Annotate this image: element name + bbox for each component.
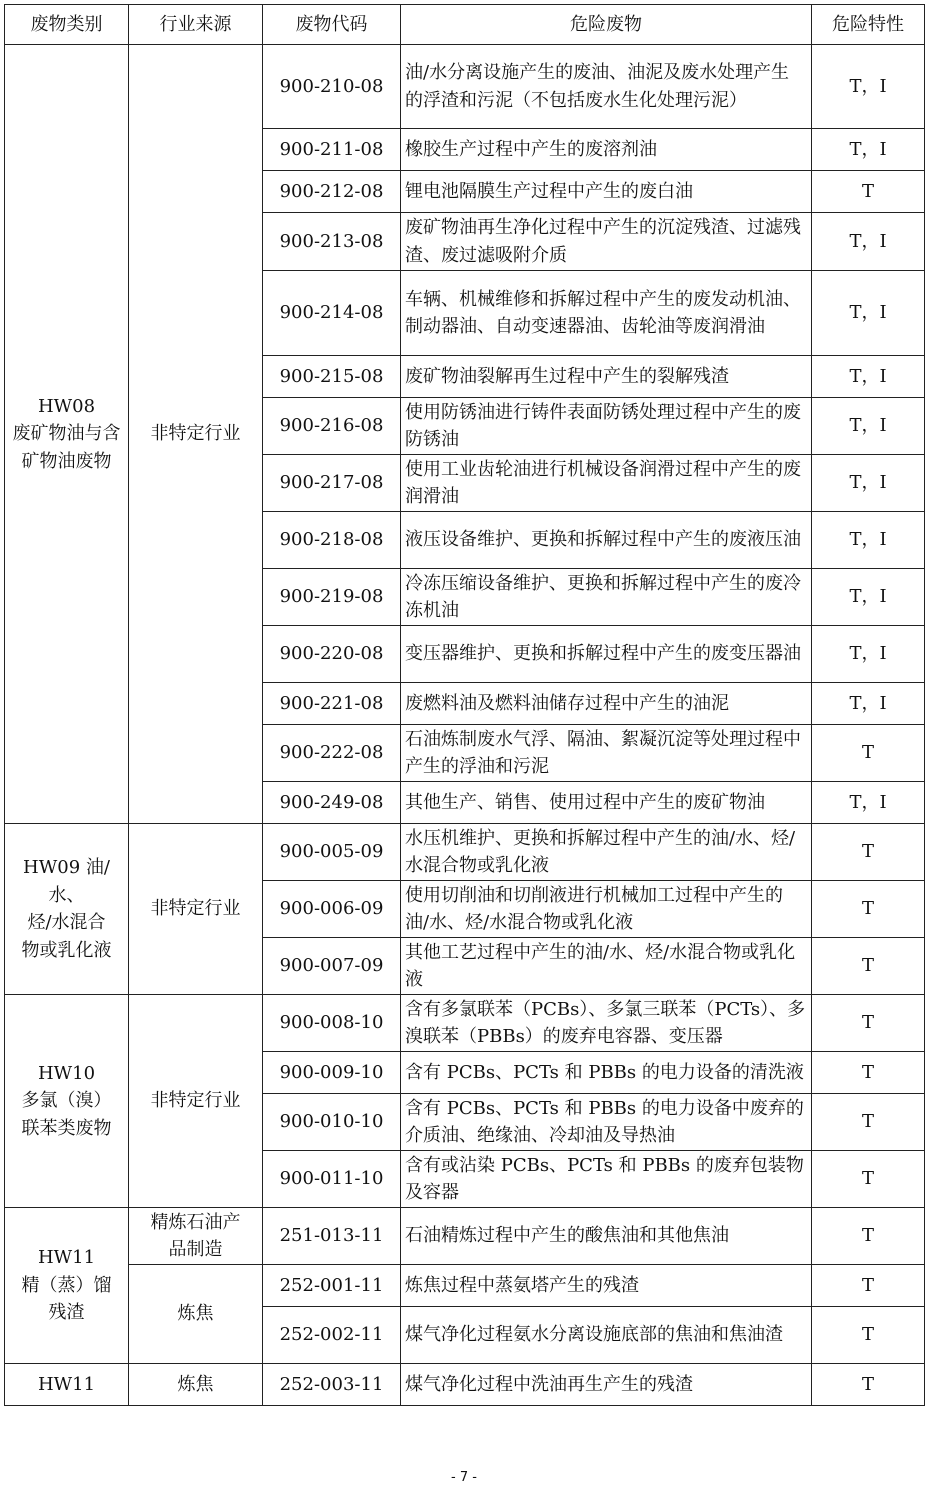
industry-cell-refining	[129, 1208, 263, 1265]
industry-line: 精炼石油产	[150, 1211, 241, 1233]
table-header-row	[5, 5, 925, 45]
waste-code: 900-215-08	[263, 356, 401, 398]
hazard-property: T	[812, 1151, 925, 1208]
waste-description: 使用切削油和切削液进行机械加工过程中产生的油/水、烃/水混合物或乳化液	[401, 881, 812, 938]
table-row	[5, 1364, 925, 1406]
waste-code: 900-010-10	[263, 1094, 401, 1151]
hazard-property: T	[812, 1208, 925, 1265]
waste-description: 变压器维护、更换和拆解过程中产生的废变压器油	[401, 626, 812, 683]
waste-code: 900-218-08	[263, 512, 401, 569]
table-row	[5, 45, 925, 129]
waste-description: 废矿物油裂解再生过程中产生的裂解残渣	[401, 356, 812, 398]
waste-description: 石油炼制废水气浮、隔油、絮凝沉淀等处理过程中产生的浮油和污泥	[401, 725, 812, 782]
waste-description: 废矿物油再生净化过程中产生的沉淀残渣、过滤残渣、废过滤吸附介质	[401, 213, 812, 271]
hazard-property: T，I	[812, 569, 925, 626]
waste-code: 900-214-08	[263, 271, 401, 356]
category-cell-hw11-b	[5, 1364, 129, 1406]
waste-code: 252-003-11	[263, 1364, 401, 1406]
waste-code: 252-002-11	[263, 1307, 401, 1364]
waste-description: 煤气净化过程氨水分离设施底部的焦油和焦油渣	[401, 1307, 812, 1364]
hazard-property: T	[812, 938, 925, 995]
waste-code: 900-221-08	[263, 683, 401, 725]
waste-code: 900-009-10	[263, 1052, 401, 1094]
waste-code: 900-222-08	[263, 725, 401, 782]
hazard-property: T，I	[812, 129, 925, 171]
category-line: HW09 油/水、	[23, 857, 110, 906]
hazard-property: T	[812, 995, 925, 1052]
waste-code: 900-219-08	[263, 569, 401, 626]
category-line: 烃/水混合	[27, 912, 106, 933]
category-line: HW10	[37, 1062, 96, 1084]
waste-code: 252-001-11	[263, 1265, 401, 1307]
waste-description: 橡胶生产过程中产生的废溶剂油	[401, 129, 812, 171]
waste-description: 含有 PCBs、PCTs 和 PBBs 的电力设备中废弃的介质油、绝缘油、冷却油及导热油	[401, 1094, 812, 1151]
industry-line: 炼焦	[177, 1373, 214, 1395]
waste-description: 含有多氯联苯（PCBs）、多氯三联苯（PCTs）、多溴联苯（PBBs）的废弃电容器、变压器	[401, 995, 812, 1052]
hazard-property: T，I	[812, 271, 925, 356]
waste-code: 251-013-11	[263, 1208, 401, 1265]
waste-code: 900-011-10	[263, 1151, 401, 1208]
waste-description: 液压设备维护、更换和拆解过程中产生的废液压油	[401, 512, 812, 569]
industry-line: 品制造	[168, 1239, 223, 1260]
waste-description: 使用防锈油进行铸件表面防锈处理过程中产生的废防锈油	[401, 398, 812, 455]
header-hazard-property: 危险特性	[812, 5, 925, 45]
waste-description: 水压机维护、更换和拆解过程中产生的油/水、烃/水混合物或乳化液	[401, 824, 812, 881]
hazard-property: T	[812, 171, 925, 213]
header-waste-category: 废物类别	[5, 5, 129, 45]
waste-code: 900-005-09	[263, 824, 401, 881]
hazard-property: T	[812, 881, 925, 938]
hazard-property: T	[812, 1364, 925, 1406]
waste-code: 900-216-08	[263, 398, 401, 455]
waste-description: 锂电池隔膜生产过程中产生的废白油	[401, 171, 812, 213]
waste-description: 其他工艺过程中产生的油/水、烃/水混合物或乳化液	[401, 938, 812, 995]
hazard-property: T，I	[812, 356, 925, 398]
industry-cell-coking	[129, 1265, 263, 1364]
industry-line: 炼焦	[177, 1303, 214, 1325]
table-row	[5, 1265, 925, 1307]
header-hazardous-waste: 危险废物	[401, 5, 812, 45]
waste-description: 其他生产、销售、使用过程中产生的废矿物油	[401, 782, 812, 824]
industry-cell-hw10	[129, 995, 263, 1208]
industry-cell-coking-b	[129, 1364, 263, 1406]
waste-description: 油/水分离设施产生的废油、油泥及废水处理产生的浮渣和污泥（不包括废水生化处理污泥）	[401, 45, 812, 129]
waste-code: 900-217-08	[263, 455, 401, 512]
waste-description: 冷冻压缩设备维护、更换和拆解过程中产生的废冷冻机油	[401, 569, 812, 626]
industry-cell-hw08	[129, 45, 263, 824]
hazard-property: T	[812, 1094, 925, 1151]
hazard-property: T，I	[812, 512, 925, 569]
waste-code: 900-212-08	[263, 171, 401, 213]
waste-code: 900-249-08	[263, 782, 401, 824]
waste-description: 车辆、机械维修和拆解过程中产生的废发动机油、制动器油、自动变速器油、齿轮油等废润滑油	[401, 271, 812, 356]
waste-code: 900-210-08	[263, 45, 401, 129]
waste-description: 使用工业齿轮油进行机械设备润滑过程中产生的废润滑油	[401, 455, 812, 512]
hazard-property: T	[812, 1265, 925, 1307]
hazard-property: T，I	[812, 626, 925, 683]
hazard-property: T	[812, 1052, 925, 1094]
hazard-property: T	[812, 824, 925, 881]
category-line: 多氯（溴）	[21, 1090, 112, 1112]
category-line: 废矿物油与含	[12, 423, 121, 445]
category-cell-hw10	[5, 995, 129, 1208]
table-row	[5, 824, 925, 881]
header-industry-source: 行业来源	[129, 5, 263, 45]
waste-code: 900-007-09	[263, 938, 401, 995]
category-line: 残渣	[48, 1302, 85, 1324]
page-number: - 7 -	[451, 1470, 477, 1485]
waste-description: 煤气净化过程中洗油再生产生的残渣	[401, 1364, 812, 1406]
waste-description: 含有或沾染 PCBs、PCTs 和 PBBs 的废弃包装物及容器	[401, 1151, 812, 1208]
waste-description: 含有 PCBs、PCTs 和 PBBs 的电力设备的清洗液	[401, 1052, 812, 1094]
hazardous-waste-table	[4, 4, 925, 1406]
waste-code: 900-211-08	[263, 129, 401, 171]
hazard-property: T，I	[812, 398, 925, 455]
hazard-property: T，I	[812, 45, 925, 129]
table-row	[5, 1208, 925, 1265]
hazard-property: T，I	[812, 683, 925, 725]
category-cell-hw08	[5, 45, 129, 824]
waste-description: 炼焦过程中蒸氨塔产生的残渣	[401, 1265, 812, 1307]
table-row	[5, 995, 925, 1052]
header-waste-code: 废物代码	[263, 5, 401, 45]
hazard-property: T，I	[812, 782, 925, 824]
waste-code: 900-006-09	[263, 881, 401, 938]
hazard-property: T	[812, 1307, 925, 1364]
industry-line: 非特定行业	[150, 1090, 241, 1112]
category-line: HW08	[37, 395, 96, 417]
category-line: HW11	[37, 1373, 96, 1395]
category-line: HW11	[37, 1247, 96, 1269]
hazard-property: T，I	[812, 455, 925, 512]
industry-line: 非特定行业	[150, 423, 241, 445]
hazard-property: T	[812, 725, 925, 782]
category-line: 物或乳化液	[21, 939, 112, 961]
hazard-property: T，I	[812, 213, 925, 271]
category-line: 矿物油废物	[21, 450, 112, 472]
category-cell-hw09	[5, 824, 129, 995]
category-line: 精（蒸）馏	[21, 1274, 112, 1296]
waste-description: 石油精炼过程中产生的酸焦油和其他焦油	[401, 1208, 812, 1265]
waste-description: 废燃料油及燃料油储存过程中产生的油泥	[401, 683, 812, 725]
category-cell-hw11	[5, 1208, 129, 1364]
category-line: 联苯类废物	[21, 1117, 112, 1139]
waste-code: 900-213-08	[263, 213, 401, 271]
waste-code: 900-008-10	[263, 995, 401, 1052]
industry-line: 非特定行业	[150, 898, 241, 920]
industry-cell-hw09	[129, 824, 263, 995]
waste-code: 900-220-08	[263, 626, 401, 683]
